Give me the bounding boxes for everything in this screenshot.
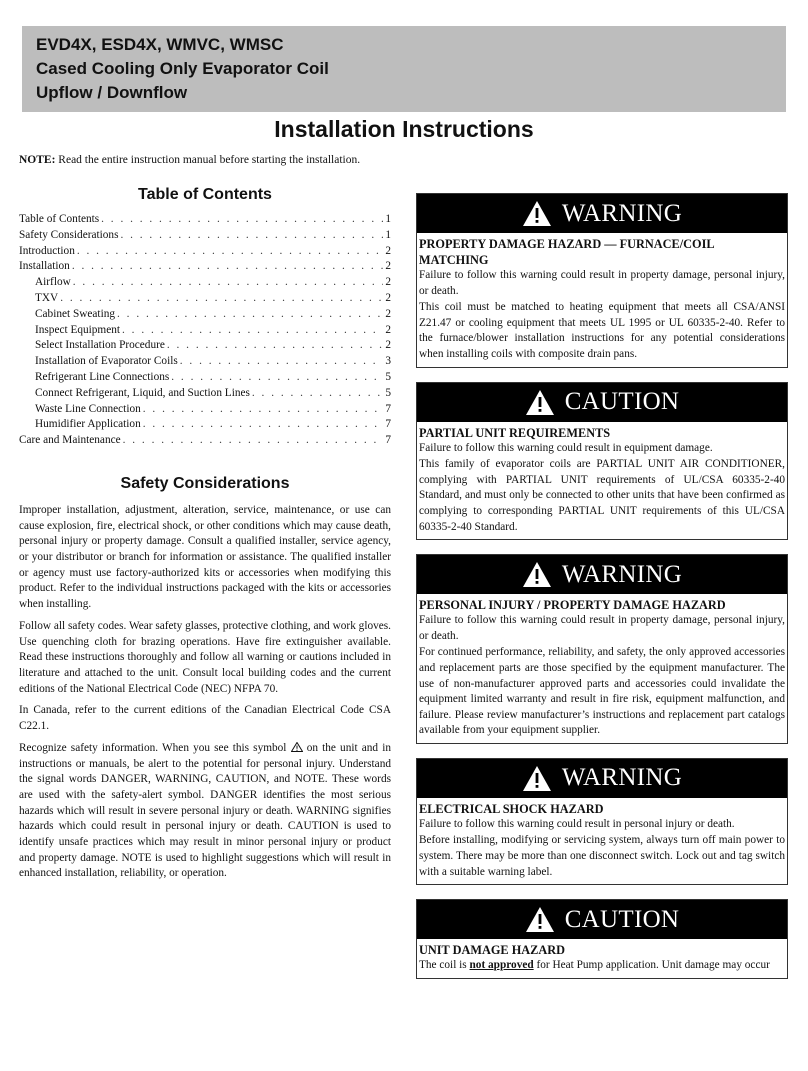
- toc-leader-dots: [167, 338, 383, 354]
- hazard-header: [417, 555, 787, 594]
- toc-entry-page: 2: [385, 339, 391, 352]
- hazard-text: The coil is: [419, 959, 470, 972]
- note-text: Read the entire instruction manual before starting the installation.: [55, 154, 361, 166]
- left-column: [19, 186, 391, 888]
- toc-entry-page: 2: [385, 260, 391, 273]
- hazard-consequence: Failure to follow this warning could result in equipment damage.: [419, 441, 713, 454]
- toc-entry[interactable]: [19, 386, 391, 402]
- toc-leader-dots: [171, 370, 383, 386]
- hazard-box-caution: [416, 899, 788, 979]
- toc-leader-dots: [77, 244, 383, 260]
- page-title: Installation Instructions: [274, 116, 534, 142]
- toc-entry[interactable]: [19, 228, 391, 244]
- toc-entry[interactable]: [19, 417, 391, 433]
- toc-leader-dots: [143, 402, 384, 418]
- hazard-content: [417, 939, 787, 978]
- toc-entry-label: Refrigerant Line Connections: [35, 370, 170, 383]
- toc-entry[interactable]: [19, 323, 391, 339]
- toc-entry[interactable]: [19, 370, 391, 386]
- toc-entry-label: Inspect Equipment: [35, 323, 121, 336]
- toc-leader-dots: [123, 433, 384, 449]
- hazard-box-warning: [416, 193, 788, 368]
- signal-word: WARNING: [561, 764, 683, 792]
- hazard-heading: ELECTRICAL SHOCK HAZARD: [419, 801, 604, 816]
- hazard-text: for Heat Pump application. Unit damage may occur: [533, 959, 770, 972]
- toc-entry[interactable]: [19, 212, 391, 228]
- toc-entry-label: TXV: [35, 291, 59, 304]
- toc-entry-label: Select Installation Procedure: [35, 339, 165, 352]
- toc-entry-label: Installation of Evaporator Coils: [35, 355, 178, 368]
- hazard-content: [417, 594, 787, 743]
- toc-entry-page: 2: [385, 307, 391, 320]
- toc-entry[interactable]: [19, 291, 391, 307]
- toc-entry-page: 7: [385, 434, 391, 447]
- hazard-header: [417, 759, 787, 798]
- signal-word: WARNING: [561, 199, 683, 227]
- hazard-consequence: Failure to follow this warning could result in personal injury or death.: [419, 817, 735, 830]
- note: [19, 154, 360, 166]
- toc-entry-label: Installation: [19, 260, 70, 273]
- toc-entry-page: 2: [385, 291, 391, 304]
- hazard-body: [419, 958, 785, 974]
- toc-leader-dots: [122, 323, 383, 339]
- safety-title: Safety Considerations: [120, 474, 290, 492]
- warning-triangle-icon: [522, 561, 552, 588]
- hazard-box-warning: [416, 554, 788, 744]
- toc-entry-label: Table of Contents: [19, 213, 100, 225]
- hazard-content: [417, 233, 787, 367]
- warning-triangle-icon: [522, 765, 552, 792]
- toc-entry[interactable]: [19, 402, 391, 418]
- warning-triangle-icon: [525, 389, 555, 416]
- toc-entry[interactable]: [19, 244, 391, 260]
- toc-entry-page: 3: [385, 355, 391, 368]
- toc-entry-label: Airflow: [35, 276, 71, 289]
- hazard-box-caution: [416, 382, 788, 541]
- toc-entry-page: 5: [385, 370, 391, 383]
- signal-word: CAUTION: [564, 388, 680, 416]
- toc-title: Table of Contents: [138, 186, 272, 203]
- toc-entry[interactable]: [19, 338, 391, 354]
- toc-leader-dots: [117, 307, 383, 323]
- hazard-header: [417, 383, 787, 422]
- toc-entry-page: 7: [385, 402, 391, 415]
- toc-entry[interactable]: [19, 354, 391, 370]
- toc-entry-label: Waste Line Connection: [35, 402, 141, 415]
- toc-leader-dots: [73, 275, 384, 291]
- toc-leader-dots: [72, 259, 384, 275]
- toc-leader-dots: [120, 228, 383, 244]
- right-column: [416, 193, 788, 993]
- toc-entry-label: Introduction: [19, 244, 75, 257]
- toc-leader-dots: [60, 291, 383, 307]
- toc-entry-label: Humidifier Application: [35, 418, 141, 431]
- hazard-instruction: This coil must be matched to heating equipment that meets all CSA/ANSI Z21.47 or cooling equipment that meets UL 1995 or UL 60335-2-40. Refer to the furnace/blower installation instructions for any potential considerations when installing coils with composite drain pans.: [419, 301, 785, 360]
- hazard-header: [417, 900, 787, 939]
- header-flow-line: Upflow / Downflow: [36, 83, 188, 102]
- hazard-consequence: Failure to follow this warning could result in property damage, personal injury, or death.: [419, 614, 785, 642]
- toc-leader-dots: [101, 212, 383, 228]
- warning-triangle-icon: [522, 200, 552, 227]
- hazard-instruction: Before installing, modifying or servicing system, always turn off main power to system. There may be more than one disconnect switch. Lock out and tag switch with a suitable warning label.: [419, 834, 785, 878]
- hazard-heading: PERSONAL INJURY / PROPERTY DAMAGE HAZARD: [419, 598, 726, 613]
- toc-entry-page: 1: [385, 228, 391, 241]
- signal-word: WARNING: [561, 560, 683, 588]
- hazard-emphasis: not approved: [469, 959, 534, 972]
- toc-entry-page: 5: [385, 386, 391, 399]
- safety-alert-symbol-icon: [291, 742, 303, 752]
- note-label: NOTE:: [19, 154, 56, 166]
- safety-paragraph-1: Improper installation, adjustment, alteration, service, maintenance, or use can cause explosion, fire, electrical shock, or other conditions which may cause death, personal injury or property damage. Consult a qualified installer, service agency, or your distributor or branch for information or assistance. The qualified installer or agency must use factory-authorized kits or accessories when modifying this product. Refer to the individual instructions packaged with the kits or accessories when installing.: [19, 503, 391, 611]
- safety-p4-start: Recognize safety information. When you see this symbol: [19, 741, 291, 754]
- hazard-heading: UNIT DAMAGE HAZARD: [419, 943, 565, 958]
- toc-entry-page: 7: [385, 418, 391, 431]
- toc-entry[interactable]: [19, 275, 391, 291]
- toc-entry-page: 2: [385, 323, 391, 336]
- header-band: [22, 26, 786, 112]
- hazard-header: [417, 194, 787, 233]
- safety-paragraph-4: [19, 741, 391, 882]
- toc-entry[interactable]: [19, 307, 391, 323]
- header-model-line: EVD4X, ESD4X, WMVC, WMSC: [36, 35, 284, 54]
- toc-leader-dots: [180, 354, 384, 370]
- hazard-instruction: For continued performance, reliability, and safety, the only approved accessories and replacement parts are those specified by the equipment manufacturer. The use of non-manufacturer approved parts and accessories could invalidate the equipment limited warranty and result in fire risk, equipment malfunction, and failure. Please review manufacturer’s instructions and replacement part catalogs available from your equipment supplier.: [419, 646, 785, 737]
- toc-entry-page: 2: [385, 244, 391, 257]
- hazard-heading: PROPERTY DAMAGE HAZARD — FURNACE/COIL MATCHING: [419, 237, 714, 267]
- toc-list: [19, 212, 391, 449]
- warning-triangle-icon: [525, 906, 555, 933]
- toc-entry-label: Care and Maintenance: [19, 434, 121, 447]
- toc-entry[interactable]: [19, 259, 391, 275]
- hazard-box-warning: [416, 758, 788, 885]
- toc-entry-label: Connect Refrigerant, Liquid, and Suction Lines: [35, 386, 250, 399]
- safety-paragraph-2: Follow all safety codes. Wear safety glasses, protective clothing, and work gloves. Use quenching cloth for brazing operations. Have fire extinguisher available. Read these instructions thoroughly and follow all warning or cautions included in literature and attached to the unit. Consult local building codes and the current editions of the National Electrical Code (NEC) NFPA 70.: [19, 619, 391, 695]
- safety-p4-end: on the unit and in instructions or manuals, be alert to the potential for personal injury. Understand the signal words DANGER, WARNING, CAUTION, and NOTE. These words are used with the safety-alert symbol. DANGER identifies the most serious hazards which will result in severe personal injury or death. WARNING signifies hazards which could result in personal injury or death. CAUTION is used to identify unsafe practices which may result in minor personal injury or product and property damage. NOTE is used to highlight suggestions which will result in enhanced installation, reliability, or operation.: [19, 741, 391, 880]
- toc-entry[interactable]: [19, 433, 391, 449]
- toc-entry-page: 2: [385, 276, 391, 289]
- hazard-content: [417, 798, 787, 884]
- signal-word: CAUTION: [564, 905, 680, 933]
- hazard-content: [417, 422, 787, 540]
- safety-paragraph-3: In Canada, refer to the current editions of the Canadian Electrical Code CSA C22.1.: [19, 704, 391, 733]
- toc-entry-label: Cabinet Sweating: [35, 307, 116, 320]
- hazard-consequence: Failure to follow this warning could result in property damage, personal injury, or death.: [419, 269, 785, 297]
- hazard-heading: PARTIAL UNIT REQUIREMENTS: [419, 425, 611, 440]
- toc-leader-dots: [252, 386, 383, 402]
- toc-entry-page: 1: [385, 213, 391, 225]
- toc-leader-dots: [143, 417, 384, 433]
- hazard-instruction: This family of evaporator coils are PARTIAL UNIT AIR CONDITIONER, complying with PARTIAL UNIT requirements of UL/CSA 60335-2-40 Standard, and must only be connected to other units that have been confirmed as complying to corresponding PARTIAL UNIT requirements of this UL/CSA 60335-2-40 Standard.: [419, 458, 785, 533]
- header-product-line: Cased Cooling Only Evaporator Coil: [36, 59, 329, 78]
- toc-entry-label: Safety Considerations: [19, 228, 119, 241]
